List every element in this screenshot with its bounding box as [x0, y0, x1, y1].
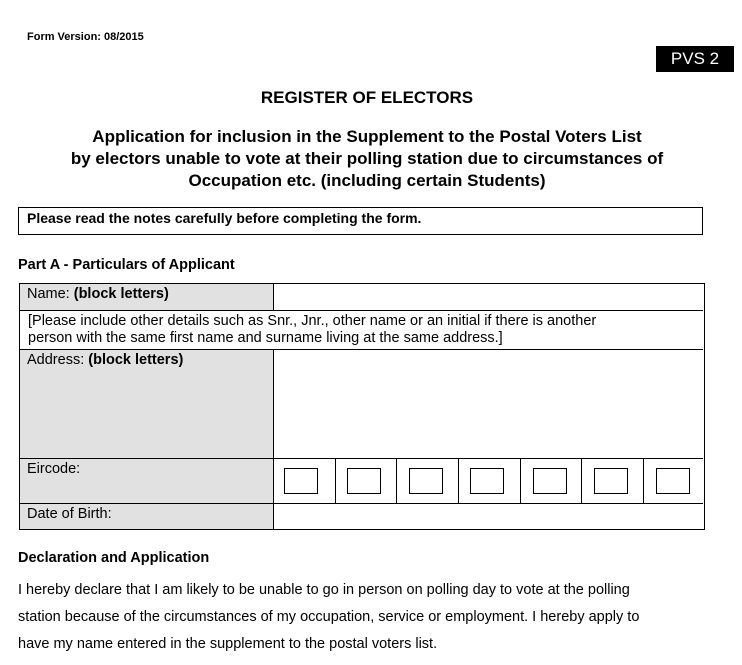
subtitle-line: Application for inclusion in the Supplement to the Postal Voters List — [92, 127, 642, 146]
eircode-char-box[interactable] — [470, 468, 504, 494]
form-code-badge: PVS 2 — [656, 46, 734, 72]
eircode-divider — [643, 459, 644, 504]
dob-input-cell[interactable] — [274, 504, 703, 529]
dob-label: Date of Birth: — [27, 506, 112, 522]
note-line: person with the same first name and surname living at the same address.] — [28, 330, 503, 346]
declaration-line: I hereby declare that I am likely to be unable to go in person on polling day to vote at the polling — [18, 582, 630, 598]
eircode-divider — [335, 459, 336, 504]
eircode-char-box[interactable] — [347, 468, 381, 494]
address-label-cell — [20, 350, 274, 459]
instructions-notice: Please read the notes carefully before completing the form. — [18, 207, 703, 235]
note-line: [Please include other details such as Snr., Jnr., other name or an initial if there is another — [28, 313, 597, 329]
eircode-divider — [396, 459, 397, 504]
eircode-divider — [520, 459, 521, 504]
name-input-cell[interactable] — [274, 284, 703, 311]
eircode-input-cell — [274, 459, 703, 504]
form-version: Form Version: 08/2015 — [27, 31, 144, 43]
address-label: Address: — [27, 352, 85, 368]
eircode-char-box[interactable] — [594, 468, 628, 494]
eircode-char-box[interactable] — [284, 468, 318, 494]
eircode-divider — [458, 459, 459, 504]
declaration-line: station because of the circumstances of my occupation, service or employment. I hereby apply to — [18, 609, 640, 625]
name-hint: (block letters) — [73, 286, 169, 302]
eircode-char-box[interactable] — [409, 468, 443, 494]
name-note — [20, 311, 703, 350]
dob-label-cell — [20, 504, 274, 529]
form-subtitle — [0, 126, 734, 192]
subtitle-line: Occupation etc. (including certain Students) — [188, 171, 546, 190]
applicant-particulars-table — [19, 283, 705, 530]
declaration-text — [18, 577, 718, 658]
eircode-label: Eircode: — [27, 461, 81, 477]
eircode-label-cell — [20, 459, 274, 504]
name-label: Name: — [27, 286, 70, 302]
name-label-cell — [20, 284, 274, 311]
part-a-heading: Part A - Particulars of Applicant — [18, 257, 235, 273]
form-title: REGISTER OF ELECTORS — [260, 88, 474, 107]
declaration-heading: Declaration and Application — [18, 550, 210, 566]
eircode-char-box[interactable] — [656, 468, 690, 494]
address-hint: (block letters) — [88, 352, 184, 368]
subtitle-line: by electors unable to vote at their polling station due to circumstances of — [70, 149, 664, 168]
declaration-line: have my name entered in the supplement to the postal voters list. — [18, 636, 438, 652]
address-input-cell[interactable] — [274, 350, 703, 459]
eircode-char-box[interactable] — [533, 468, 567, 494]
eircode-divider — [581, 459, 582, 504]
